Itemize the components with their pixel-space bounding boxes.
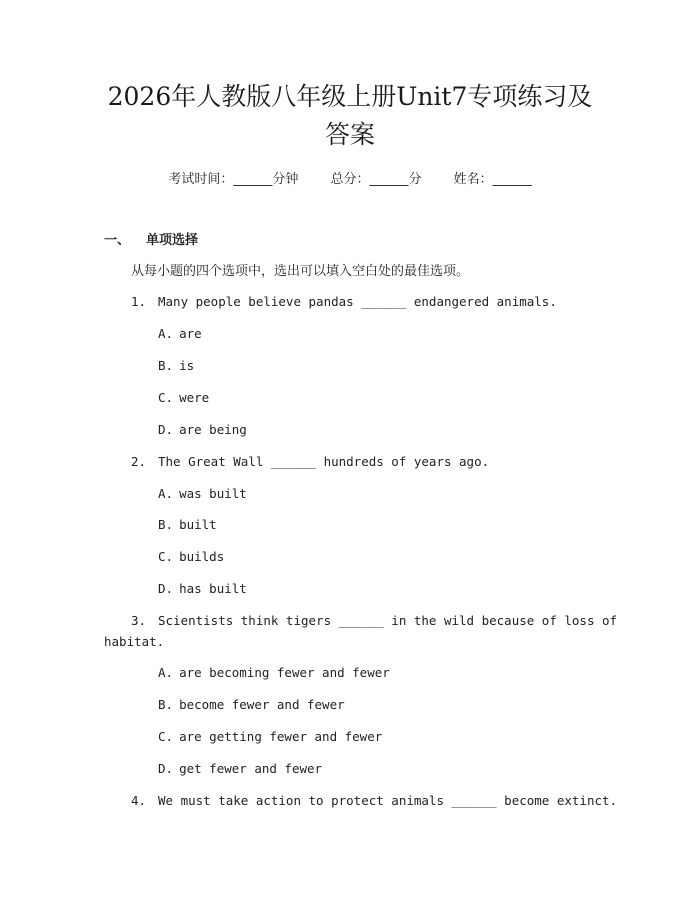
option-2b: B. built xyxy=(158,517,217,532)
question-number: 3. xyxy=(131,613,147,628)
option-2a: A. was built xyxy=(158,486,247,501)
option-1b: B. is xyxy=(158,358,195,373)
title-line-1: 2026年人教版八年级上册Unit7专项练习及 xyxy=(107,82,593,111)
option-3a: A. are becoming fewer and fewer xyxy=(158,665,390,680)
option-1c: C. were xyxy=(158,390,210,405)
document-title xyxy=(90,78,610,154)
question-text: We must take action to protect animals ______ become extinct. xyxy=(158,793,618,808)
option-3c: C. are getting fewer and fewer xyxy=(158,729,383,744)
question-number: 2. xyxy=(131,454,147,469)
question-3 xyxy=(131,613,617,628)
time-field: 考试时间：______分钟 xyxy=(168,172,299,187)
option-1a: A. are xyxy=(158,326,202,341)
option-2d: D. has built xyxy=(158,581,247,596)
question-1 xyxy=(131,294,557,309)
question-3-wrap: habitat. xyxy=(104,634,165,649)
question-text: The Great Wall ______ hundreds of years ago. xyxy=(158,454,490,469)
section-title: 单项选择 xyxy=(146,233,199,248)
name-field: 姓名：______ xyxy=(453,172,532,187)
option-3d: D. get fewer and fewer xyxy=(158,761,323,776)
question-text: Scientists think tigers ______ in the wild because of loss of xyxy=(158,613,618,628)
section-heading xyxy=(104,229,198,248)
option-2c: C. builds xyxy=(158,549,225,564)
option-1d: D. are being xyxy=(158,422,247,437)
section-number: 一、 xyxy=(104,233,131,248)
question-text: Many people believe pandas ______ endangered animals. xyxy=(158,294,557,309)
question-2 xyxy=(131,454,489,469)
section-instruction: 从每小题的四个选项中，选出可以填入空白处的最佳选项。 xyxy=(131,264,470,279)
question-4 xyxy=(131,793,617,808)
title-line-2: 答案 xyxy=(324,120,375,149)
exam-info xyxy=(0,168,700,187)
question-number: 1. xyxy=(131,294,147,309)
question-number: 4. xyxy=(131,793,147,808)
score-field: 总分：______分 xyxy=(330,172,422,187)
option-3b: B. become fewer and fewer xyxy=(158,697,345,712)
